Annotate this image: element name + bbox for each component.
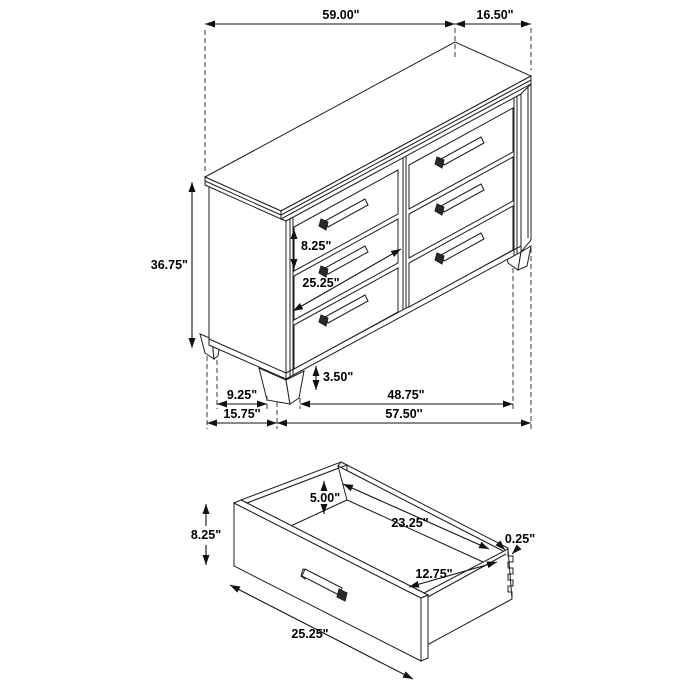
- dim-label-box-front-height: 8.25": [190, 528, 222, 542]
- dim-label-box-front-width: 25.25": [291, 627, 329, 641]
- dim-label-drawer-height: 8.25": [301, 239, 332, 253]
- dim-label-drawer-width: 25.25": [302, 276, 340, 290]
- dim-label-top-width: 59.00": [322, 8, 360, 22]
- dim-label-foot-height: 3.50": [323, 370, 354, 384]
- drawer-box-figure: [191, 462, 535, 679]
- dim-label-side-depth: 15.75'': [223, 407, 261, 421]
- dim-label-interior-depth: 12.75": [415, 567, 453, 581]
- dim-label-front-width: 57.50'': [385, 407, 423, 421]
- drawer-box-body: [234, 462, 513, 661]
- dim-label-side-thickness: 0.25": [504, 532, 536, 546]
- dovetail-joint: [508, 549, 513, 599]
- dresser-figure: [151, 8, 531, 429]
- dim-label-interior-length: 23.25": [391, 516, 429, 530]
- dim-label-interior-height: 5.00": [309, 491, 341, 505]
- dim-label-front-leg-span: 48.75": [387, 388, 425, 402]
- dim-label-foot-spacing: 9.25": [226, 388, 258, 402]
- dim-label-height: 36.75": [150, 258, 188, 272]
- dim-label-top-depth: 16.50": [476, 8, 514, 22]
